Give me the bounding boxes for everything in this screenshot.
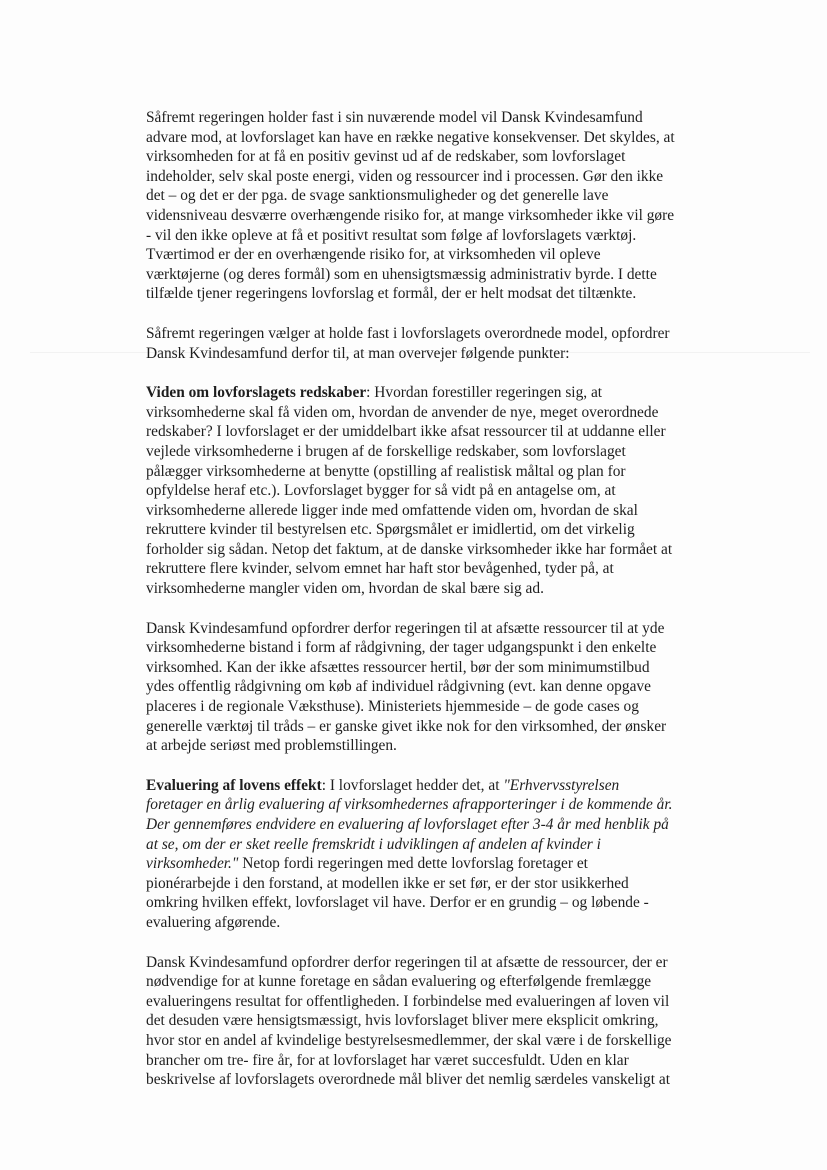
paragraph-4 <box>146 619 708 756</box>
paragraph-knowledge <box>146 383 708 599</box>
text-line: rekruttere kvinder til bestyrelsen etc. Spørgsmålet er imidlertid, om det virkelig <box>146 521 635 539</box>
text-line: tilfælde tjener regeringens lovforslag et formål, der er helt modsat det tiltænkte. <box>146 285 637 303</box>
quote-end: virksomheder." <box>146 855 239 873</box>
text-line: virksomhederne mangler viden om, hvordan de skal bære sig ad. <box>146 580 544 598</box>
quote-line: Der gennemføres endvidere en evaluering af lovforslaget efter 3-4 år med henblik på <box>146 816 669 833</box>
text-line: virksomheden for at få en positiv gevinst ud af de redskaber, som lovforslaget <box>146 148 626 166</box>
text-line: virksomhederne skal få viden om, hvordan de anvender de nye, meget overordnede <box>146 403 659 421</box>
text-line: Såfremt regeringen holder fast i sin nuværende model vil Dansk Kvindesamfund <box>146 109 643 126</box>
text-line: virksomhederne bistand i form af rådgivning, der tager udgangspunkt i den enkelte <box>146 639 657 657</box>
text-line: værktøjerne (og deres formål) som en uhensigtsmæssig administrativ byrde. I dette <box>146 265 657 283</box>
text-line: opfyldelse heraf etc.). Lovforslaget bygger for så vidt på en antagelse om, at <box>146 482 616 500</box>
text-line: Tværtimod er der en overhængende risiko for, at virksomheden vil opleve <box>146 246 601 264</box>
text-line: generelle værktøj til tråds – er ganske givet ikke nok for den virksomhed, der ønsker <box>146 717 667 735</box>
text-line: placeres i de regionale Væksthuse). Ministeriets hjemmeside – de gode cases og <box>146 698 639 716</box>
text-line: at arbejde seriøst med problemstillingen. <box>146 737 397 755</box>
text-line: virksomhed. Kan der ikke afsættes ressourcer hertil, bør der som minimumstilbud <box>146 658 650 676</box>
text-continuation: Netop fordi regeringen med dette lovforslag foretager et <box>238 855 588 873</box>
text-line: rekruttere flere kvinder, selvom emnet har haft stor bevågenhed, tyder på, at <box>146 560 614 578</box>
text-line: det desuden være hensigtsmæssigt, hvis lovforslaget bliver mere eksplicit omkring, <box>146 1012 659 1030</box>
text-line: pionérarbejde i den forstand, at modellen ikke er set før, er der stor usikkerhed <box>146 874 629 892</box>
text-line: Dansk Kvindesamfund derfor til, at man overvejer følgende punkter: <box>146 344 570 362</box>
text-line: hvor stor en andel af kvindelige bestyrelsesmedlemmer, der skal være i de forskellige <box>146 1031 672 1049</box>
quote-line: at se, om der er sket reelle fremskridt i udviklingen af andelen af kvinder i <box>146 835 601 853</box>
text-line: Dansk Kvindesamfund opfordrer derfor regeringen til at afsætte ressourcer til at yde <box>146 619 665 637</box>
text-line: brancher om tre- fire år, for at lovforslaget har været succesfuldt. Uden en klar <box>146 1051 629 1069</box>
text-line: indeholder, selv skal poste energi, viden og ressourcer ind i processen. Gør den ikke <box>146 167 664 185</box>
section-heading: Evaluering af lovens effekt <box>146 776 322 794</box>
text-line <box>146 383 708 403</box>
text-line: Dansk Kvindesamfund opfordrer derfor regeringen til at afsætte de ressourcer, der er <box>146 953 668 971</box>
text-line: evalueringens resultat for offentligheden. I forbindelse med evalueringen af loven vil <box>146 992 670 1010</box>
text-line: det – og det er der pga. de svage sanktionsmuligheder og det generelle lave <box>146 187 609 205</box>
text-line: Såfremt regeringen vælger at holde fast i lovforslagets overordnede model, opfordrer <box>146 324 670 342</box>
text-line: evaluering afgørende. <box>146 913 281 931</box>
paragraph-2 <box>146 324 708 363</box>
text-line: - vil den ikke opleve at få et positivt resultat som følge af lovforslagets værktøj. <box>146 226 637 244</box>
text-line: vejlede virksomhederne i brugen af de forskellige redskaber, som lovforslaget <box>146 442 626 460</box>
text-line: ydes offentlig rådgivning om køb af individuel rådgivning (evt. kan denne opgave <box>146 678 651 696</box>
heading-continuation: : I lovforslaget hedder det, at <box>321 776 504 794</box>
text-line: omkring hvilken effekt, lovforslaget vil have. Derfor er en grundig – og løbende - <box>146 894 649 912</box>
paragraph-1 <box>146 108 708 304</box>
text-line: virksomhederne allerede ligger inde med omfattende viden om, hvordan de skal <box>146 501 638 519</box>
section-heading: Viden om lovforslagets redskaber <box>146 384 367 402</box>
text-line: nødvendige for at kunne foretage en sådan evaluering og efterfølgende fremlægge <box>146 973 652 991</box>
text-line: forholder sig sådan. Netop det faktum, at de danske virksomheder ikke har formået at <box>146 540 673 558</box>
heading-continuation: : Hvordan forestiller regeringen sig, at <box>366 384 603 402</box>
text-line: redskaber? I lovforslaget er der umiddelbart ikke afsat ressourcer til at uddanne eller <box>146 423 666 441</box>
quote-line: foretager en årlig evaluering af virksomhedernes afrapporteringer i de kommende år. <box>146 796 673 814</box>
document-body <box>146 108 708 1110</box>
paragraph-evaluation <box>146 776 708 933</box>
text-line: pålægger virksomhederne at benytte (opstilling af realistisk måltal og plan for <box>146 462 626 480</box>
text-line <box>146 776 708 796</box>
text-line: beskrivelse af lovforslagets overordnede mål bliver det nemlig særdeles vanskeligt at <box>146 1071 670 1089</box>
paragraph-6 <box>146 953 708 1090</box>
quote-start: "Erhvervsstyrelsen <box>503 776 620 794</box>
text-line: vidensniveau desværre overhængende risiko for, at mange virksomheder ikke vil gøre <box>146 206 675 224</box>
text-line: advare mod, at lovforslaget kan have en række negative konsekvenser. Det skyldes, at <box>146 128 675 146</box>
text-line <box>146 854 708 874</box>
